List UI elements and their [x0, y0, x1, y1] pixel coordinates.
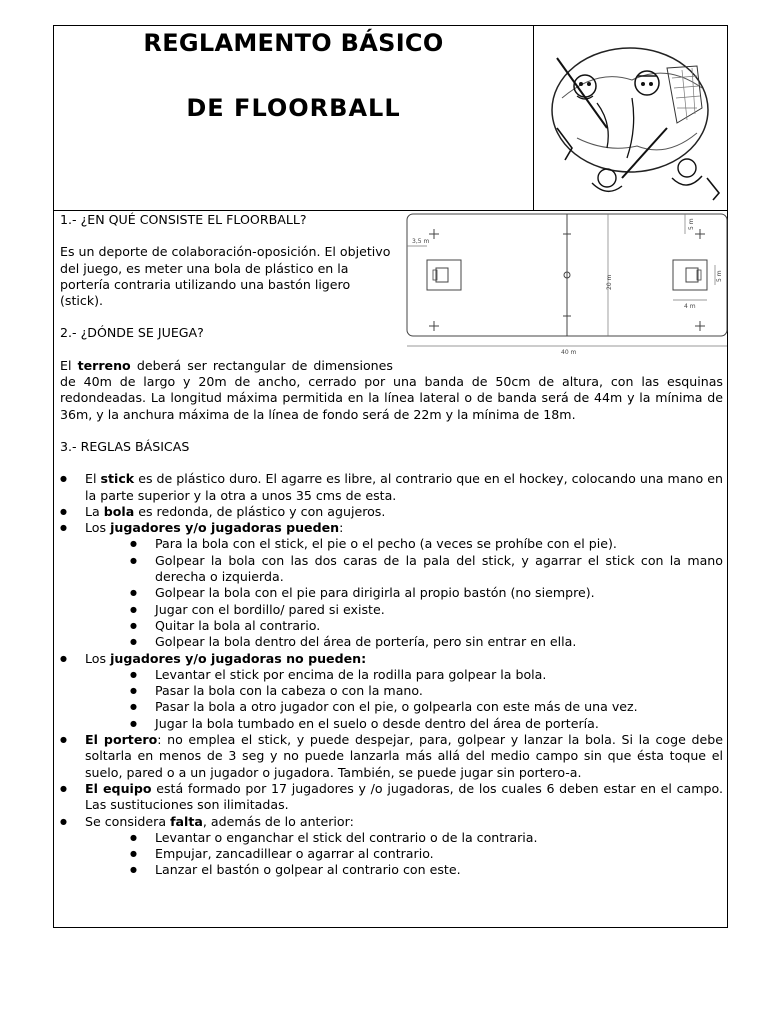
sub-list-item: ● Empujar, zancadillear o agarrar al contrario.	[85, 846, 723, 862]
dim-left-label: 3,5 m	[412, 238, 430, 245]
text-fragment: El	[60, 357, 78, 373]
section-1-heading: 1.- ¿EN QUÉ CONSISTE EL FLOORBALL?	[60, 212, 307, 227]
list-item	[60, 651, 723, 732]
list-item	[60, 814, 723, 879]
cartoon-floorball-players-image	[537, 28, 723, 206]
header-row	[54, 26, 727, 211]
text-fragment: , además de lo anterior:	[202, 813, 354, 829]
field-diagram	[403, 210, 731, 356]
text-fragment: Se considera	[85, 813, 171, 829]
bold-term: stick	[100, 471, 135, 487]
text-fragment: Los	[85, 650, 111, 666]
section-3-heading: 3.- REGLAS BÁSICAS	[60, 438, 190, 454]
text-fragment: está formado por 17 jugadores y /o jugadoras, de los cuales 6 deben estar en el campo. Las sustituciones son ilimitadas.	[85, 780, 723, 813]
sub-list-item: ● Quitar la bola al contrario.	[85, 618, 723, 634]
sub-list	[85, 667, 723, 732]
body-content	[60, 212, 723, 879]
rules-list	[60, 471, 723, 878]
sub-list-item: ● Jugar con el bordillo/ pared si existe.	[85, 602, 723, 618]
title-line-2: DE FLOORBALL	[186, 94, 401, 122]
dim-length-label: 40 m	[561, 349, 577, 356]
bold-term: El equipo	[85, 780, 152, 796]
section-1-text: Es un deporte de colaboración-oposición. El objetivo del juego, es meter una bola de plástico en la portería contraria utilizando una bastón ligero (stick).	[60, 244, 391, 309]
sub-list-item: ● Jugar la bola tumbado en el suelo o desde dentro del área de portería.	[85, 716, 723, 732]
sub-list-item: ● Golpear la bola con el pie para dirigirla al propio bastón (no siempre).	[85, 585, 723, 601]
sub-list-item: ● Pasar la bola con la cabeza o con la mano.	[85, 683, 723, 699]
sub-list-item: ● Levantar el stick por encima de la rodilla para golpear la bola.	[85, 667, 723, 683]
bold-term: El portero	[85, 732, 158, 748]
sub-list	[85, 536, 723, 650]
document-page	[53, 25, 728, 928]
sub-list	[85, 830, 723, 879]
sub-list-item: ● Golpear la bola dentro del área de portería, pero sin entrar en ella.	[85, 634, 723, 650]
dim-top-label: 5 m	[688, 218, 695, 230]
bold-term: jugadores y/o jugadoras no pueden:	[110, 650, 367, 666]
sub-list-item: ● Lanzar el bastón o golpear al contrario con este.	[85, 862, 723, 878]
bold-term: jugadores y/o jugadoras pueden	[110, 520, 340, 536]
text-fragment: La	[85, 503, 104, 519]
header-divider	[533, 26, 534, 210]
bold-term: terreno	[77, 357, 131, 373]
title-line-1: REGLAMENTO BÁSICO	[143, 29, 444, 57]
sub-list-item: ● Para la bola con el stick, el pie o el pecho (a veces se prohíbe con el pie).	[85, 536, 723, 552]
text-fragment: es de plástico duro. El agarre es libre, al contrario que en el hockey, colocando una mano en la parte superior y la otra a unos 35 cms de esta.	[85, 471, 723, 503]
list-item	[60, 732, 723, 781]
list-item	[60, 471, 723, 504]
text-fragment: :	[339, 520, 344, 536]
sub-list-item: ● Levantar o enganchar el stick del contrario o de la contraria.	[85, 830, 723, 846]
text-fragment: : no emplea el stick, y puede despejar, para, golpear y lanzar la bola. Si la coge debe soltarla en menos de 3 seg y no puede lanzarla más allá del medio campo sin que ésta toque el suelo, pared o a un jugador o jugadora. También, se puede jugar sin portero-a.	[85, 732, 723, 780]
dim-goal-label: 5 m	[716, 270, 723, 282]
section-2-text	[60, 358, 723, 423]
text-fragment: Los	[85, 520, 111, 536]
bold-term: bola	[103, 503, 135, 519]
section-2-heading: 2.- ¿DÓNDE SE JUEGA?	[60, 325, 204, 341]
bold-term: falta	[170, 813, 203, 829]
text-fragment: es redonda, de plástico y con agujeros.	[134, 503, 386, 519]
sub-list-item: ● Pasar la bola a otro jugador con el pie, o golpearla con este más de una vez.	[85, 699, 723, 715]
sub-list-item: ● Golpear la bola con las dos caras de la pala del stick, y agarrar el stick con la mano derecha o izquierda.	[85, 553, 723, 586]
list-item	[60, 781, 723, 814]
list-item	[60, 520, 723, 650]
dim-area-label: 4 m	[684, 303, 696, 310]
text-fragment: deberá ser rectangular de dimensiones de 40m de largo y 20m de ancho, cerrado por una banda de 50cm de altura, con las esquinas redondeadas. La longitud máxima permitida en la línea lateral o de banda será de 44m y la mínima de 36m, y la anchura máxima de la línea de fondo será de 22m y la mínima de 18m.	[60, 357, 723, 422]
dim-width-label: 20 m	[606, 274, 613, 290]
list-item	[60, 504, 723, 520]
text-fragment: El	[85, 471, 101, 487]
